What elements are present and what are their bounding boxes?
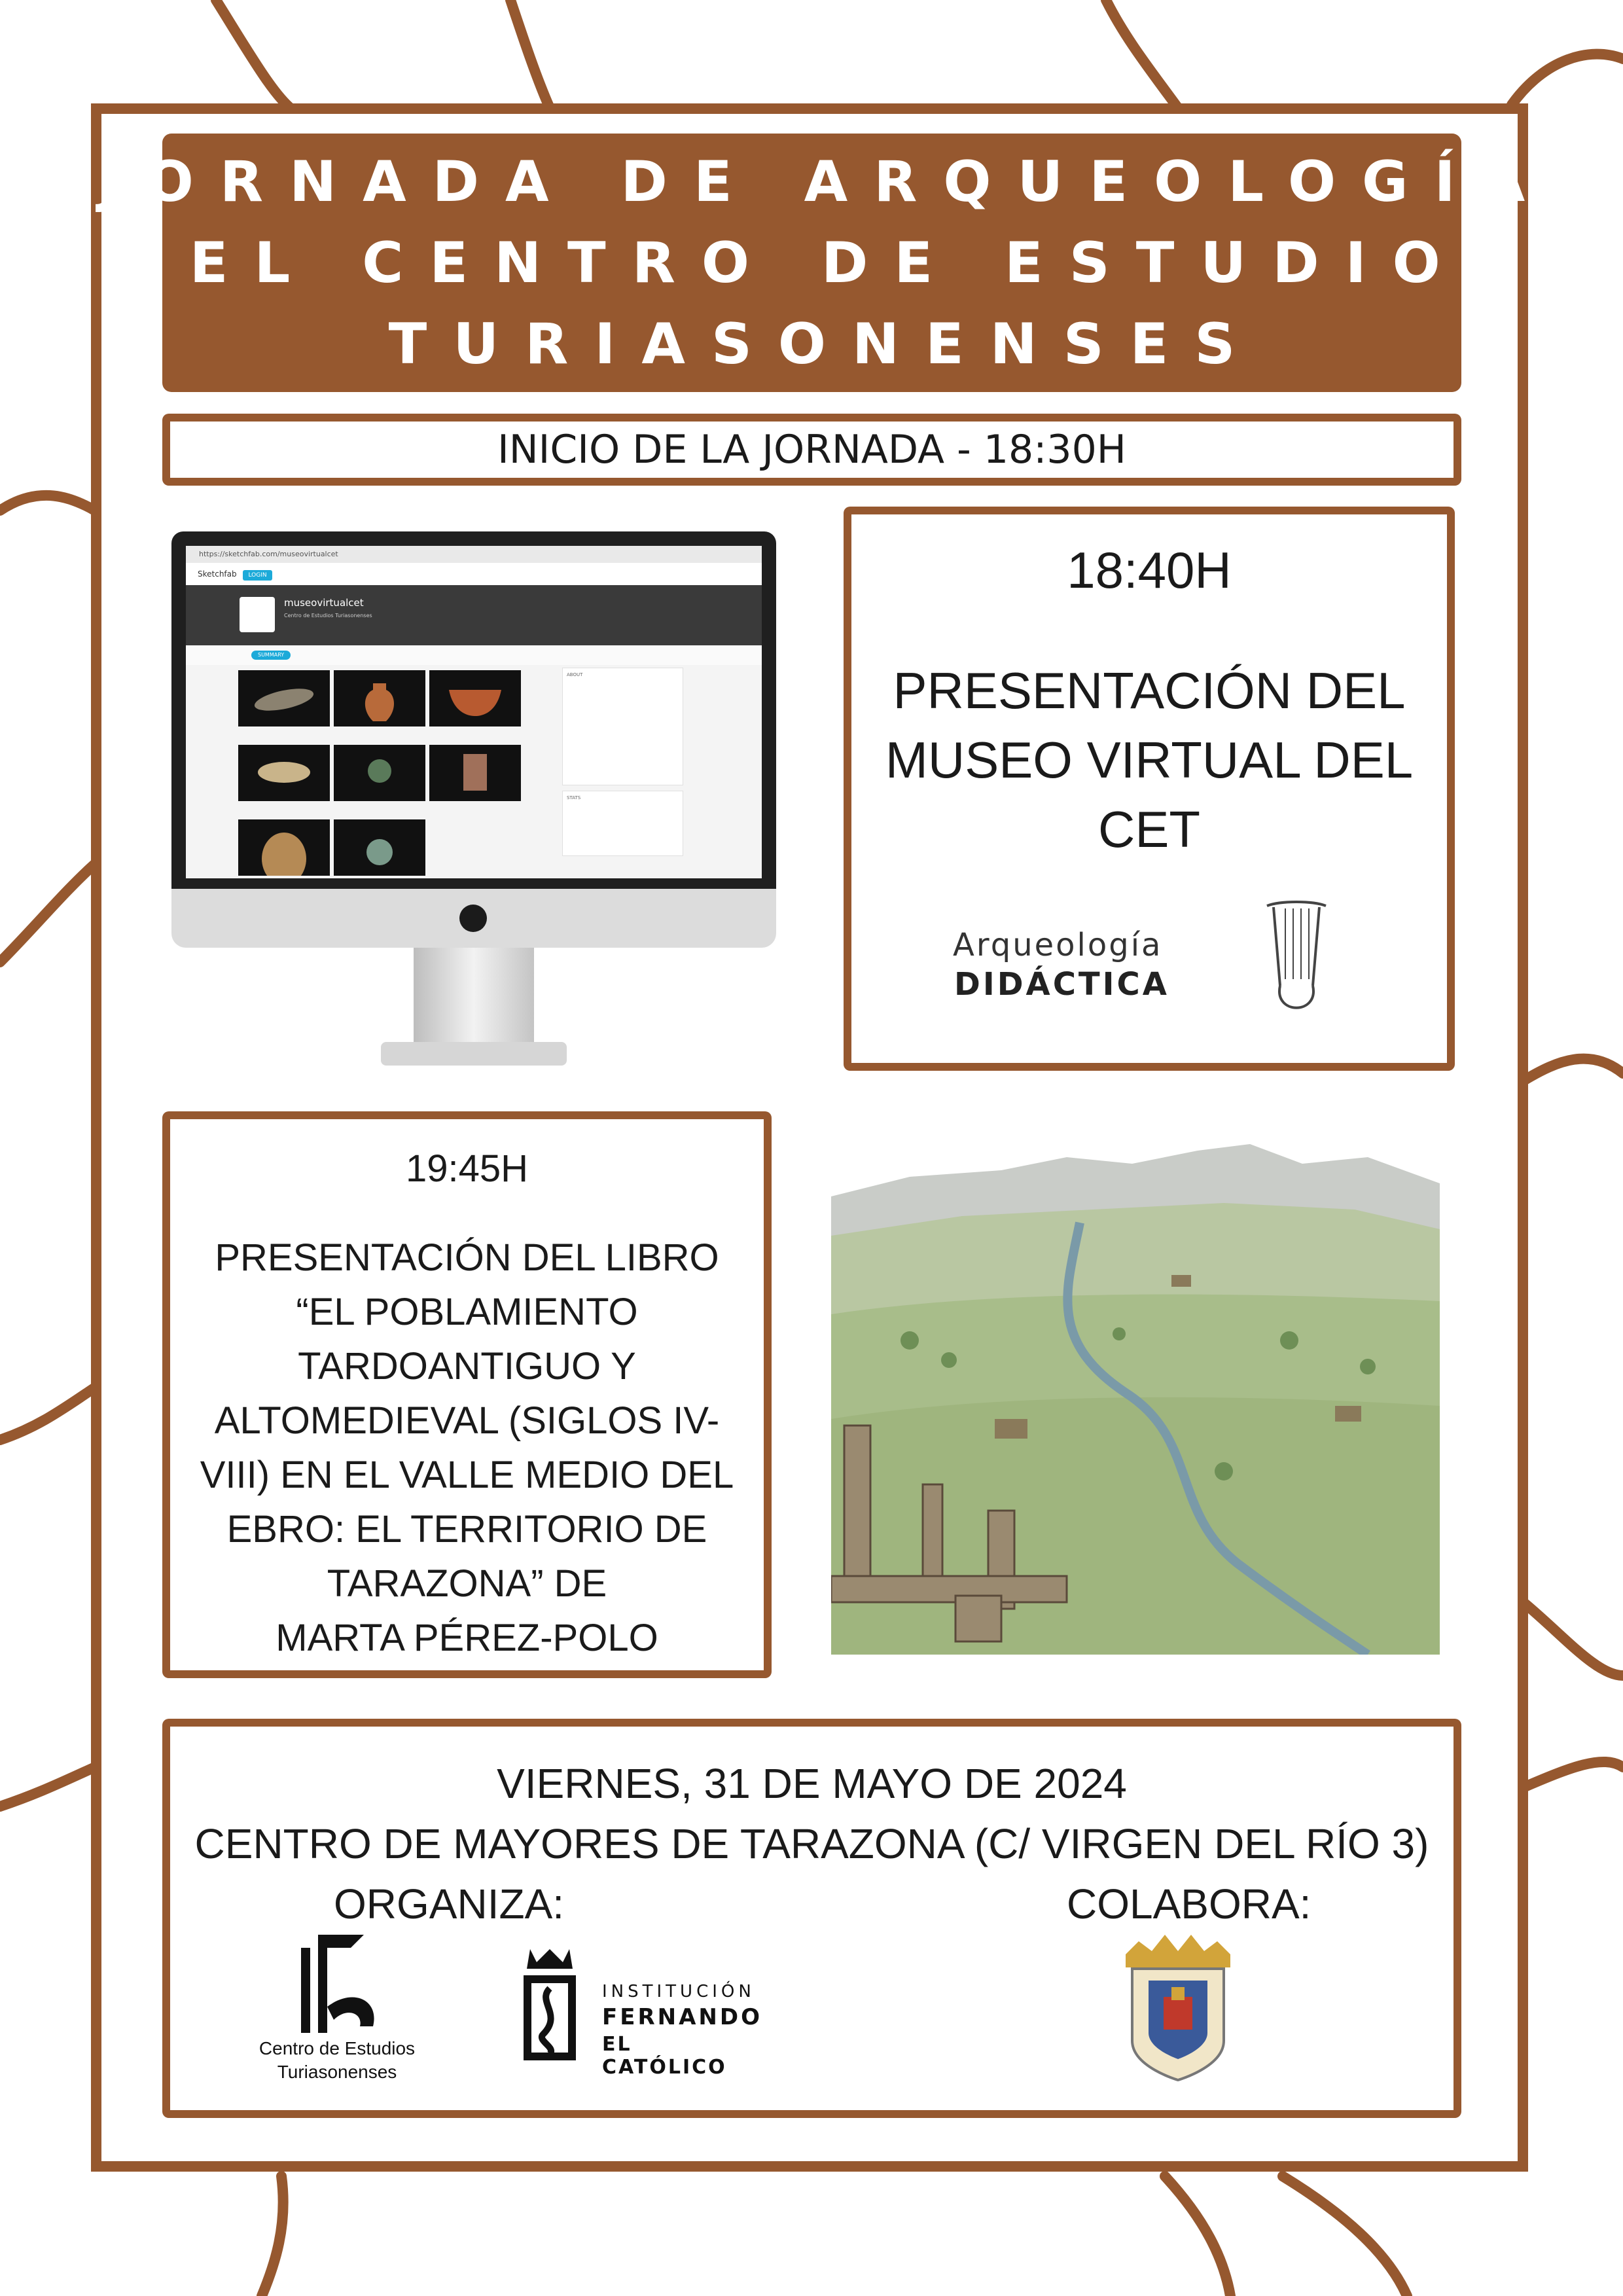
session-1945-time: 19:45H [405, 1147, 529, 1190]
ifc-logo [504, 1943, 762, 2079]
profile-subtitle: Centro de Estudios Turiasonenses [284, 613, 372, 619]
profile-sidebar [562, 668, 683, 864]
model-thumb [238, 819, 330, 876]
model-thumb [238, 745, 330, 801]
browser-bar: https://sketchfab.com/museovirtualcet [186, 546, 762, 563]
book-author: MARTA PÉREZ-POLO [276, 1617, 658, 1659]
session-1840-time: 18:40H [1067, 541, 1232, 599]
monitor-stand [414, 948, 534, 1046]
cet-emblem-icon [255, 1928, 419, 2046]
login-button: LOGIN [243, 570, 272, 581]
ifc-line2: FERNANDO [602, 2004, 762, 2030]
title-line-3: TURIASONENSES [388, 311, 1262, 377]
title-line-1: JORNADA DE ARQUEOLOGÍA [98, 149, 1552, 215]
title-banner [98, 134, 1552, 392]
crown-icon [504, 1943, 596, 2073]
sketchfab-screenshot [186, 546, 762, 878]
model-thumb [334, 745, 425, 801]
ifc-text [602, 1982, 762, 2079]
monitor-icon [171, 531, 776, 1069]
cet-caption-1: Centro de Estudios [259, 2038, 416, 2058]
lyre-icon [1260, 901, 1332, 1018]
about-card: ABOUT [562, 668, 683, 785]
title-line-2: DEL CENTRO DE ESTUDIOS [116, 230, 1533, 296]
event-place: CENTRO DE MAYORES DE TARAZONA (C/ VIRGEN DEL RÍO 3) [194, 1820, 1429, 1867]
colabora-label: COLABORA: [1067, 1880, 1311, 1928]
landscape-illustration [831, 1144, 1440, 1655]
profile-avatar [240, 597, 275, 632]
logo-arq-line1: Arqueología [953, 927, 1163, 963]
event-date: VIERNES, 31 DE MAYO DE 2024 [497, 1760, 1127, 1807]
arqueologia-didactica-logo [953, 901, 1332, 1018]
session-1840-title: PRESENTACIÓN DEL MUSEO VIRTUAL DEL CET [885, 662, 1414, 858]
inicio-box: INICIO DE LA JORNADA - 18:30H [162, 414, 1461, 486]
profile-name: museovirtualcet [284, 597, 364, 609]
model-thumb [238, 670, 330, 726]
model-thumb [334, 819, 425, 876]
cet-caption-2: Turiasonenses [277, 2062, 397, 2082]
model-thumb [334, 670, 425, 726]
model-thumb [429, 745, 521, 801]
sketchfab-nav [186, 563, 762, 585]
book-title: PRESENTACIÓN DEL LIBRO “EL POBLAMIENTO TARDOANTIGUO Y ALTOMEDIEVAL (SIGLOS IV-VIII) EN EL VALLE MEDIO DEL EBRO: EL TERRITORIO DE TARAZONA” DE [200, 1236, 734, 1605]
model-thumb [429, 670, 521, 726]
tab-summary: SUMMARY [251, 651, 291, 660]
tarazona-logo [1113, 1928, 1243, 2085]
monitor-logo [459, 905, 487, 932]
profile-banner [186, 585, 762, 645]
coat-of-arms-icon [1113, 1928, 1243, 2085]
sketchfab-logo: Sketchfab [198, 569, 237, 579]
monitor-base [381, 1042, 567, 1066]
ifc-line3: EL CATÓLICO [602, 2033, 727, 2079]
stats-card: STATS [562, 791, 683, 856]
cet-logo [255, 1928, 419, 2092]
ifc-line1: INSTITUCIÓN [602, 1982, 755, 2001]
session-1945-title [196, 1230, 738, 1665]
session-1945-box [162, 1111, 772, 1678]
profile-tabs [186, 645, 762, 665]
logo-arq-line2: DIDÁCTICA [954, 966, 1169, 1003]
organiza-label: ORGANIZA: [334, 1880, 565, 1928]
